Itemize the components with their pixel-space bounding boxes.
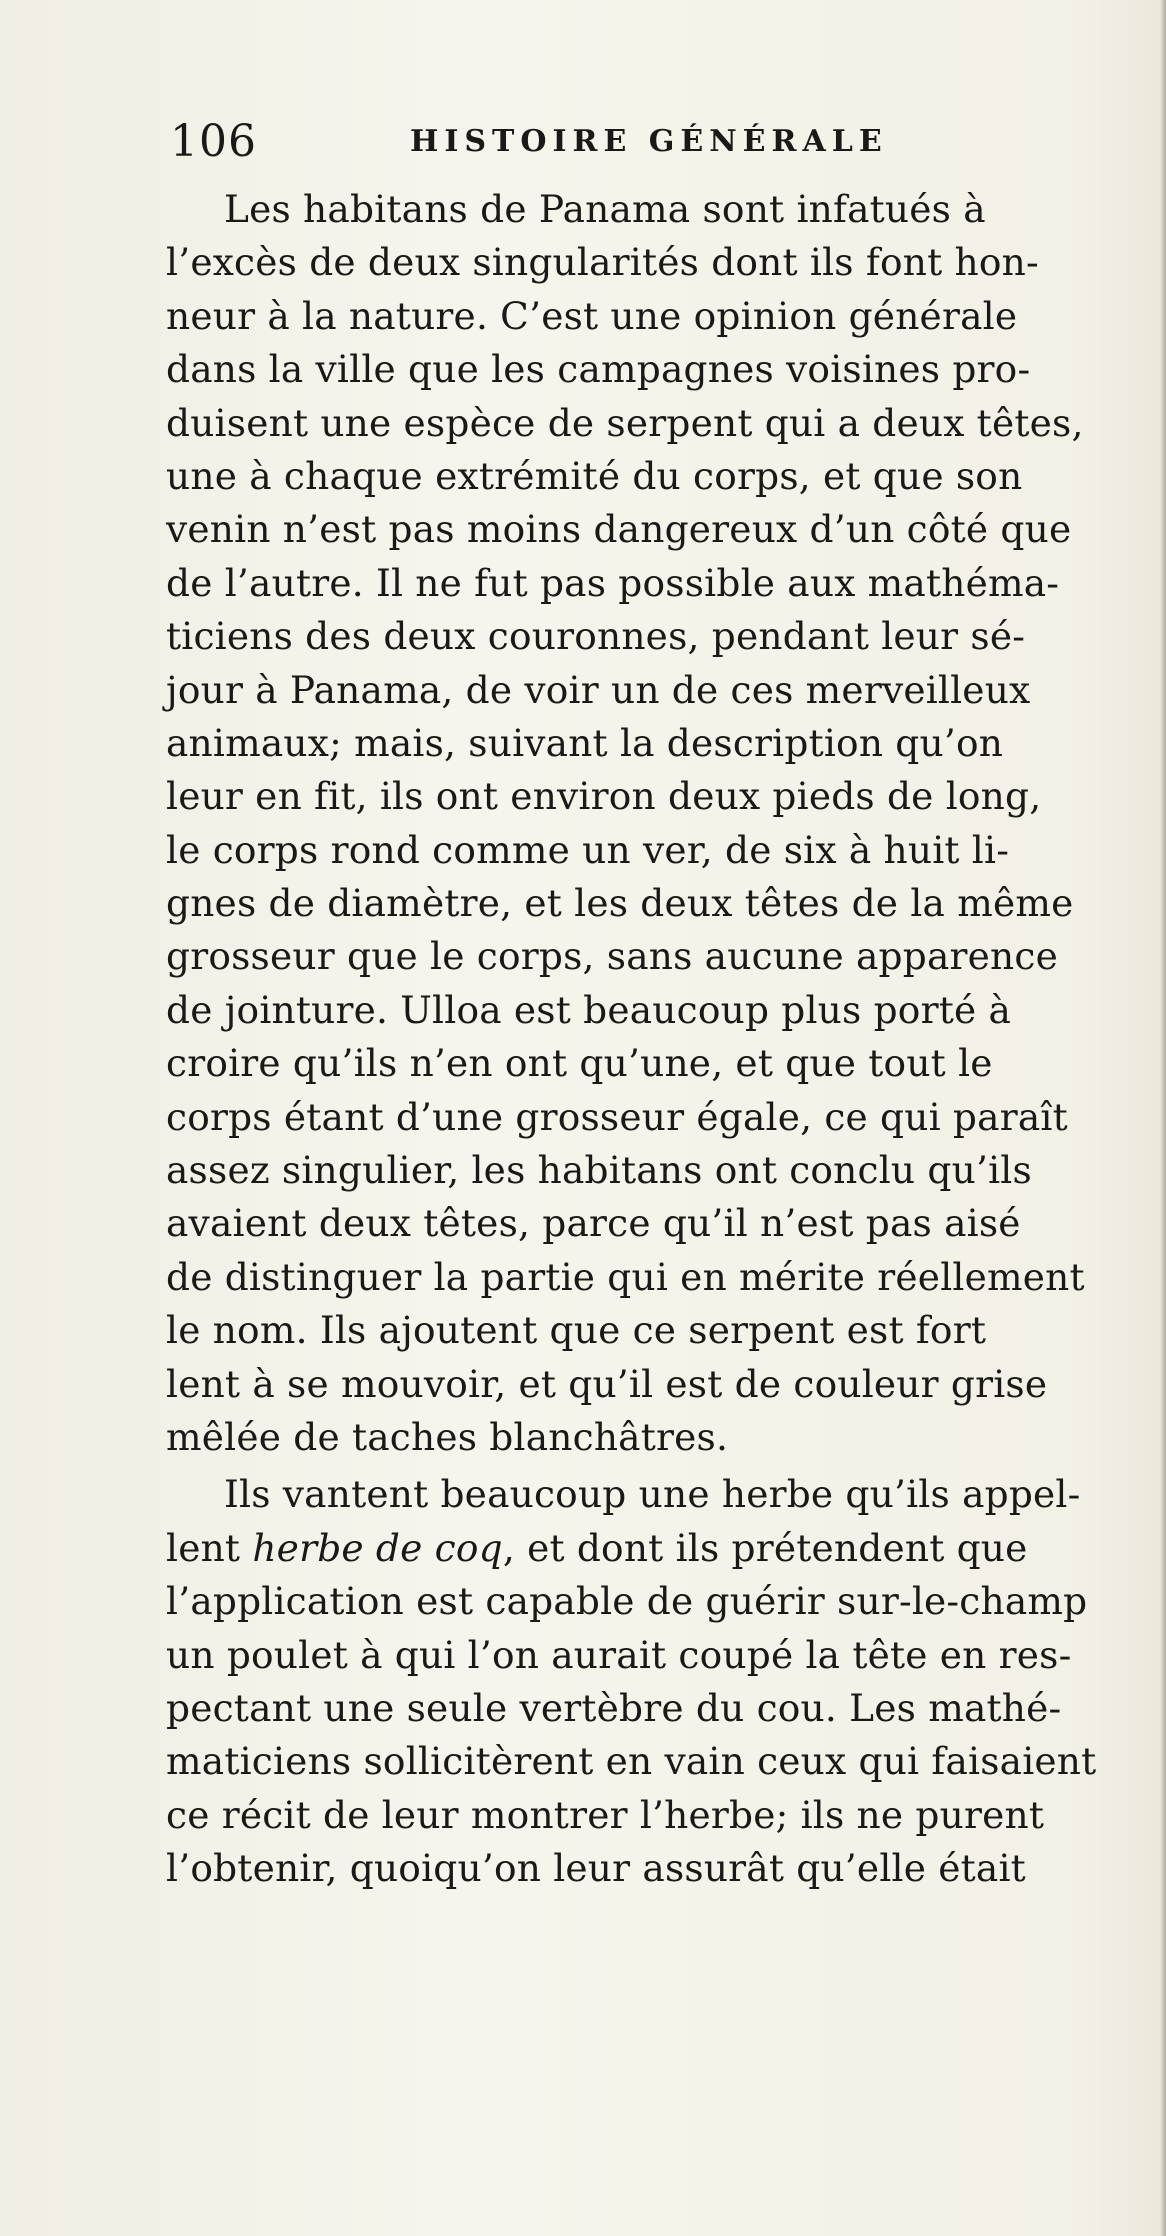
text-line: pectant une seule vertèbre du cou. Les mathé- [166, 1685, 1062, 1730]
text-line: ticiens des deux couronnes, pendant leur sé- [166, 614, 1026, 659]
text-line: leur en fit, ils ont environ deux pieds de long, [166, 774, 1042, 819]
text-line: venin n’est pas moins dangereux d’un côté que [166, 507, 1072, 552]
text-line: mêlée de taches blanchâtres. [166, 1414, 729, 1459]
text-line: duisent une espèce de serpent qui a deux têtes, [166, 400, 1084, 445]
body-text [166, 183, 1162, 1896]
text-line: le corps rond comme un ver, de six à huit li- [166, 827, 1010, 872]
text-line: un poulet à qui l’on aurait coupé la tête en res- [166, 1632, 1072, 1677]
text-line: jour à Panama, de voir un de ces merveilleux [166, 667, 1031, 712]
paragraph-2 [166, 1468, 1162, 1895]
text-line: le nom. Ils ajoutent que ce serpent est fort [166, 1308, 987, 1353]
text-line: croire qu’ils n’en ont qu’une, et que tout le [166, 1041, 993, 1086]
text-line: corps étant d’une grosseur égale, ce qui paraît [166, 1094, 1068, 1139]
paragraph-1 [166, 183, 1162, 1464]
text-line: neur à la nature. C’est une opinion générale [166, 293, 1018, 338]
text-line: l’application est capable de guérir sur-le-champ [166, 1579, 1088, 1624]
page-number: 106 [170, 116, 257, 167]
text-line: de distinguer la partie qui en mérite réellement [166, 1254, 1085, 1299]
text-line: lent à se mouvoir, et qu’il est de couleur grise [166, 1361, 1048, 1406]
running-head: HISTOIRE GÉNÉRALE [410, 124, 888, 159]
text-line: animaux; mais, suivant la description qu’on [166, 720, 1004, 765]
text-line: de l’autre. Il ne fut pas possible aux mathéma- [166, 560, 1060, 605]
text-line: grosseur que le corps, sans aucune apparence [166, 934, 1058, 979]
text-line: gnes de diamètre, et les deux têtes de la même [166, 881, 1074, 926]
text-line: de jointure. Ulloa est beaucoup plus porté à [166, 987, 1012, 1032]
text-line: dans la ville que les campagnes voisines pro- [166, 347, 1031, 392]
text-line: Ils vantent beaucoup une herbe qu’ils appel- [224, 1472, 1081, 1517]
page-header [170, 112, 960, 172]
text-line: avaient deux têtes, parce qu’il n’est pas aisé [166, 1201, 1021, 1246]
text-line: ce récit de leur montrer l’herbe; ils ne purent [166, 1792, 1045, 1837]
text-line-italic-term: lent herbe de coq, et dont ils prétendent que [166, 1525, 1028, 1570]
text-line: maticiens sollicitèrent en vain ceux qui faisaient [166, 1739, 1097, 1784]
text-line: l’excès de deux singularités dont ils font hon- [166, 240, 1039, 285]
text-line: une à chaque extrémité du corps, et que son [166, 453, 1023, 498]
text-line: assez singulier, les habitans ont conclu qu’ils [166, 1148, 1032, 1193]
italic-term: herbe de coq [252, 1525, 503, 1570]
text-line: Les habitans de Panama sont infatués à [224, 187, 986, 231]
text-line: l’obtenir, quoiqu’on leur assurât qu’elle était [166, 1846, 1026, 1891]
